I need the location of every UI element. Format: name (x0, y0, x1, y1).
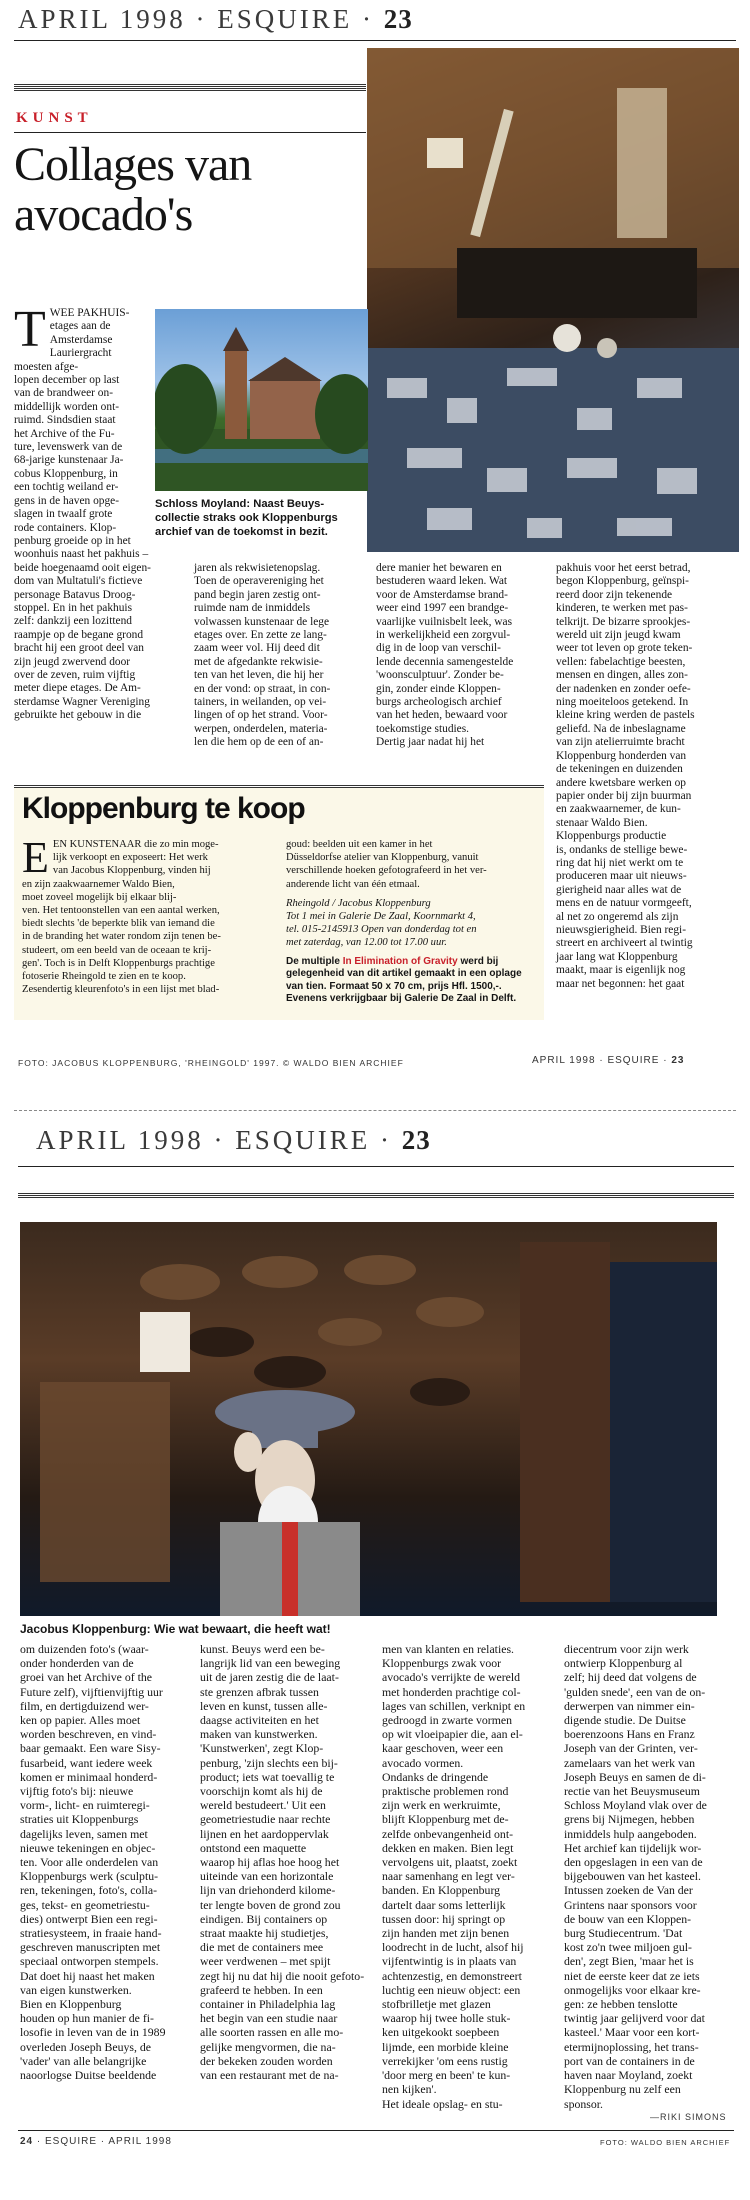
title-line-2: avocado's (14, 188, 193, 241)
kicker-rule (14, 132, 366, 133)
page2-header-rule (18, 1166, 734, 1167)
page1-col1-text: WEE PAKHUIS- etages aan de Amsterdamse Lauriergracht moesten afge- lopen december op last van de brandweer on- middellijk worden ont- ruimd. Sindsdien staat het Archive of the Fu- ture, levenswerk van de 68-jarige kunstenaar Ja- cobus Kloppenburg, in een tochtig weiland er- gens in de haven opge- slagen in twaalf grote rode containers. Klop- penburg groeide op in het woonhuis naast het pakhuis – beide hoegenaamd ooit eigen- dom van Multatuli's fictieve personage Batavus Droog- stoppel. En in het pakhuis zelf: dankzij een lozittend raampje op de begane grond bracht hij een groot deel van zijn jeugd zwervend door over de zeven, ruim vijftig meter diepe etages. De Am- sterdamse Wagner Vereniging gebruikte het gebouw in die (14, 307, 151, 722)
castle-caption (155, 497, 365, 539)
page2-column-3: men van klanten en relaties. Kloppenburgs zwak voor avocado's verrijkte de wereld met honderden prachtige col- lages van schillen, verknipt en gedroogd in zwarte vormen op wit vloeipapier die, aan el- kaar geschoven, weer een avocado vormen. Ondanks de dringende praktische problemen rond zijn werk en werkruimte, blijft Kloppenburg met de- zelfde onbevangenheid ont- dekken en maken. Bien legt vervolgens uit, plaatst, zoekt naar samenhang en legt ver- banden. En Kloppenburg dartelt daar soms letterlijk tussen door: hij springt op zijn handen met zijn benen loodrecht in de lucht, alsof hij vijfentwintig is in plaats van achtenzestig, en demonstreert luchtig een nieuw object: een stofbrilletje met glazen waarop hij twee holle stuk- ken uitgekookt soepbeen lijmde, een morbide kleine verrekijker 'om eens rustig 'door merg en been' te kun- nen kijken'. Het ideale opslag- en stu- (382, 1642, 526, 2111)
page2-header (36, 1125, 736, 1159)
for-sale-promo (286, 956, 538, 1006)
for-sale-right-text: goud: beelden uit een kamer in het Düsseldorfse atelier van Kloppenburg, vanuit verschillende hoeken gefotografeerd in het ver- anderende licht van één etmaal. (286, 839, 487, 890)
portrait-photo-art (20, 1222, 717, 1616)
page1-header-label: APRIL 1998 · ESQUIRE · (18, 4, 374, 34)
promo-post: werd bij gelegenheid van dit artikel gemaakt in een oplage van tien. Formaat 50 x 70 cm, prijs Hfl. 1500,-. Evenens verkrijgbaar bij Galerie De Zaal in Delft. (286, 955, 522, 1005)
page2-hatch (18, 1192, 734, 1198)
portrait-caption-bold: Jacobus Kloppenburg: (20, 1622, 151, 1636)
page1-footer (532, 1055, 684, 1066)
page2-header-number: 23 (401, 1125, 431, 1155)
castle-photo-art (155, 309, 368, 491)
castle-photo (155, 309, 368, 491)
page2-column-2: kunst. Beuys werd een be- langrijk lid van een beweging uit de jaren zestig die de laat- ste grenzen afbrak tussen leven en kunst, tussen alle- daagse activiteiten en het maken van kunstwerken. 'Kunstwerken', zegt Klop- penburg, 'zijn slechts een bij- product; iets wat toevallig te voorschijn komt als hij de wereld bestudeert.' Uit een geometriestudie naar rechte lijnen en het aardoppervlak ontstond een maquette waarop hij aflas hoe hoog het uiteinde van een horizontale lijn van driehonderd kilome- ter lengte boven de grond zou eindigen. Bij containers op straat maakte hij studietjes, die met de containers mee weer verdwenen – met spijt zegt hij nu dat hij die nooit gefoto- grafeerd te hebben. In een container in Philadelphia lag het begin van een studie naar alle soorten rassen en alle mo- gelijke mengvormen, die na- der bekeken zouden worden van een restaurant met de na- (200, 1642, 365, 2083)
page1-header-number: 23 (383, 4, 413, 34)
castle-caption-text: Naast Beuys-collectie straks ook Kloppenburgs archief van de toekomst in bezit. (155, 498, 338, 538)
article-signature: —RIKI SIMONS (650, 2112, 727, 2122)
page1-header (18, 4, 738, 38)
castle-caption-bold: Schloss Moyland: (155, 498, 251, 510)
for-sale-right (286, 838, 538, 1006)
section-kicker: KUNST (16, 110, 93, 126)
portrait-caption-text: Wie wat bewaart, die heeft wat! (154, 1622, 331, 1636)
promo-title: In Elimination of Gravity (342, 955, 458, 967)
portrait-photo (20, 1222, 717, 1616)
box-hatch (14, 784, 544, 788)
for-sale-left (22, 833, 278, 996)
title-line-1: Collages van (14, 138, 252, 191)
page2-header-label: APRIL 1998 · ESQUIRE · (36, 1125, 392, 1155)
page1-column-2: jaren als rekwisietenopslag. Toen de operavereniging het pand begin jaren zestig ont- ruimde nam de inmiddels volwassen kunstenaar de lege etages over. En zette ze lang- zaam weer vol. Hij deed dit met de afgedankte rekwisie- ten van het leven, die hij her en der vond: op straat, in con- tainers, in weilanden, op vei- lingen of op het strand. Voor- werpen, onderdelen, materia- len die hem op de een of an- (194, 562, 331, 749)
page2-footer (20, 2136, 172, 2147)
page-separator (14, 1110, 736, 1111)
page2-column-4: diecentrum voor zijn werk ontwierp Kloppenburg al zelf; hij deed dat volgens de 'gulden snede', een van de on- derwerpen van nimmer ein- digende studie. De Duitse boerenzoons Hans en Franz Joseph van der Grinten, ver- zamelaars van het werk van Joseph Beuys en samen de di- rectie van het Beuysmuseum Schloss Moyland vlak over de grens bij Nijmegen, hebben inmiddels hulp aangeboden. Het archief kan tijdelijk wor- den opgeslagen in een van de bijgebouwen van het kasteel. Intussen zoeken de Van der Grintens naar sponsors voor de bouw van een Kloppen- burg Studiecentrum. 'Dat kost zo'n twee miljoen gul- den', zegt Bien, 'maar het is niet de eerste keer dat ze iets onmogelijks voor elkaar kre- gen: ze hebben tenslotte twintig jaar gelijverd voor dat kasteel.' Maar voor een kort- etermijnoplossing, het trans- port van de containers in de haven naar Moyland, zoekt Kloppenburg nu zelf een sponsor. (564, 1642, 707, 2111)
dropcap-e: E (22, 833, 49, 882)
page2-footer-label: · ESQUIRE · APRIL 1998 (36, 2136, 172, 2147)
page2-photo-credit: FOTO: WALDO BIEN ARCHIEF (600, 2138, 731, 2147)
page1-header-rule (14, 40, 736, 41)
dropcap-t: T (14, 301, 46, 358)
for-sale-box (14, 784, 544, 1020)
studio-photo-art (367, 48, 739, 552)
page1-footer-number: 23 (671, 1055, 685, 1066)
page1-footer-label: APRIL 1998 · ESQUIRE · (532, 1055, 668, 1066)
title-hatch (14, 84, 366, 91)
article-title (14, 140, 374, 240)
for-sale-title: Kloppenburg te koop (22, 792, 305, 825)
promo-pre: De multiple (286, 955, 343, 967)
page1-column-1 (14, 301, 154, 723)
page1-photo-credit: FOTO: JACOBUS KLOPPENBURG, 'RHEINGOLD' 1997. © WALDO BIEN ARCHIEF (18, 1058, 404, 1068)
portrait-caption (20, 1622, 717, 1636)
page1-column-4: pakhuis voor het eerst betrad, begon Kloppenburg, geïnspi- reerd door zijn tekenende kinderen, te werken met pas- telkrijt. De bizarre sprookjes- wereld uit zijn jeugd kwam weer tot leven op grote teken- vellen: fabelachtige beesten, mensen en dingen, alles zon- der nadenken en zonder oefe- ning moeiteloos getekend. In kleine kring werden de pastels geliefd. Na de inbeslagname van zijn atelierruimte bracht Kloppenburg honderden van de tekeningen en duizenden andere kwetsbare werken op papier onder bij zijn buurman en zaakwaarnemer, de kun- stenaar Waldo Bien. Kloppenburgs productie is, ondanks de stellige bewe- ring dat hij niet werkt om te produceren maar uit nieuws- gierigheid naar alles wat de mens en de natuur vormgeeft, al net zo ongeremd als zijn nieuwsgierigheid. Bien regi- streert en archiveert al twintig jaar lang wat Kloppenburg maakt, maar is eigenlijk nog maar net begonnen: het gaat (556, 562, 695, 990)
page2-footer-number: 24 (20, 2136, 34, 2147)
page1-column-3: dere manier het bewaren en bestuderen waard leken. Wat voor de Amsterdamse brand- weer eind 1997 een brandge- vaarlijke vuilnisbelt leek, was in werkelijkheid een zorgvul- dig in de loop van verschil- lende decennia samengestelde 'woonsculptuur'. Zonder be- gin, zonder einde Kloppen- burgs archeologisch archief van het heden, bewaard voor toekomstige studies. Dertig jaar nadat hij het (376, 562, 514, 749)
for-sale-left-text: EN KUNSTENAAR die zo min moge- lijk verkoopt en exposeert: Het werk van Jacobus Kloppenburg, vinden hij en zijn zaakwaarnemer Waldo Bien, moet zoveel mogelijk bij elkaar blij- ven. Het tentoonstellen van een aantal werken, biedt slechts 'de beperkte blik van iemand die in de branding het water rondom zijn tenen be- studeert, om een beeld van de oceaan te krij- gen'. Toch is in Delft Kloppenburgs prachtige fotoserie Rheingold te zien en te koop. Zesendertig kleurenfoto's in een lijst met blad- (22, 839, 221, 996)
for-sale-info: Rheingold / Jacobus Kloppenburg Tot 1 mei in Galerie De Zaal, Koornmarkt 4, tel. 015-2145913 Open van donderdag tot en met zaterdag, van 12.00 tot 17.00 uur. (286, 897, 477, 949)
studio-photo (367, 48, 739, 552)
page2-footer-rule (18, 2130, 734, 2131)
page2-column-1: om duizenden foto's (waar- onder honderden van de groei van het Archive of the Future zelf), vijftienvijftig uur film, en dertigduizend wer- ken op papier. Alles moet worden beschreven, en vind- baar gemaakt. Een ware Sisy- fusarbeid, want iedere week komen er minimaal honderd- vijftig foto's bij: nieuwe vorm-, licht- en ruimteregi- straties uit Kloppenburgs dagelijks leven, samen met nieuwe tekeningen en objec- ten. Voor alle onderdelen van Kloppenburgs werk (sculptu- ren, tekeningen, foto's, colla- ges, tekst- en geometriestu- dies) ontwerpt Bien een regi- stratiesysteem, in fraaie hand- geschreven manuscripten met speciaal ontworpen stempels. Dat doet hij naast het maken van eigen kunstwerken. Bien en Kloppenburg houden op hun manier de fi- losofie in leven van de in 1989 overleden Joseph Beuys, de 'vader' van alle belangrijke naoorlogse Duitse beeldende (20, 1642, 166, 2083)
